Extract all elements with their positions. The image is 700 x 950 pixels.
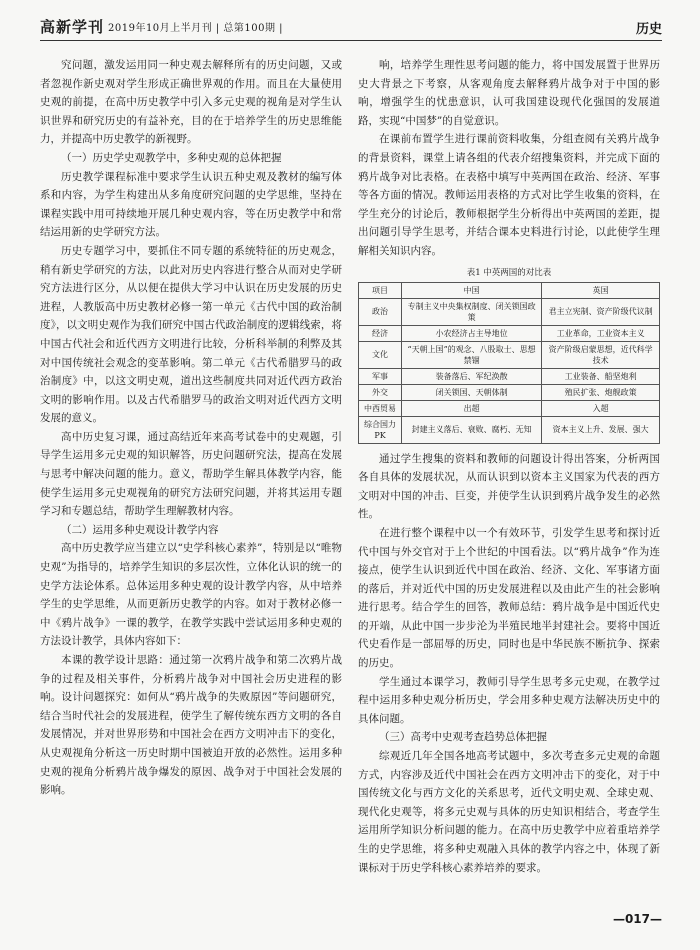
table-row-header: 经济 — [359, 325, 402, 341]
table-row — [359, 416, 660, 443]
table-cell: 资本主义上升、发展、强大 — [542, 416, 660, 443]
table-row — [359, 341, 660, 368]
table-cell: 殖民扩张、炮舰政策 — [542, 384, 660, 400]
paragraph: 在课前布置学生进行课前资料收集，分组查阅有关鸦片战争的背景资料，课堂上请各组的代表介绍搜集资料，并完成下面的鸦片战争对比表格。在表格中填写中英两国在政治、经济、军事等各方面的情况。教师运用表格的方式对比学生收集的资料，在学生充分的讨论后，教师根据学生分析得出中英两国的差距，提出问题引导学生思考，并结合课本史料进行讨论，以此使学生理解相关知识内容。 — [358, 133, 660, 257]
table-header-cell: 中国 — [402, 282, 542, 298]
table-header-cell: 英国 — [542, 282, 660, 298]
issue-info: 2019年10月上半月刊 | 总第100期 | — [108, 23, 284, 34]
paragraph: 学生通过本课学习，教师引导学生思考多元史观，在教学过程中运用多种史观分析历史，学会用多种史观方法解决历史中的具体问题。 — [358, 675, 660, 725]
table-row-header: 综合国力PK — [359, 416, 402, 443]
section-heading: （二）运用多种史观设计教学内容 — [61, 523, 219, 536]
paragraph: 高中历史教学应当建立以“史学科核心素养”，特别是以“唯物史观”为指导的，培养学生知识的多层次性，立体化认识的统一的史学方法论体系。总体运用多种史观的设计教学内容，从中培养学生的史学思维，从而更新历史教学的内容。如对于教材必修一中《鸦片战争》一课的教学，在教学实践中尝试运用多种史观的方法设计教学，具体内容如下： — [40, 542, 342, 648]
subject-label: 历史 — [635, 22, 662, 37]
right-column-bottom — [358, 450, 660, 878]
right-column — [358, 56, 660, 877]
table-cell: 工业装备、船坚炮利 — [542, 368, 660, 384]
table-header-row — [359, 282, 660, 298]
table-row — [359, 368, 660, 384]
paragraph: 在进行整个课程中以一个有效环节，引发学生思考和探讨近代中国与外交官对于上个世纪的中国看法。以“鸦片战争”作为连接点，使学生认识到近代中国在政治、经济、文化、军事诸方面的落后，并对近代中国的历史发展进程以及由此产生的社会影响进行思考。结合学生的回答，教师总结：鸦片战争是中国近代史的开端，从此中国一步步沦为半殖民地半封建社会。要将中国近代史看作是一部屈辱的历史，同时也是中华民族不断抗争、探索的历史。 — [358, 526, 660, 670]
table-row — [359, 384, 660, 400]
paragraph: 历史专题学习中，要抓住不同专题的系统特征的历史观念，稍有新史学研究的方法，以此对历史内容进行整合从而对史学研究方法进行区分，从以便在提供大学习中认识在历史发展的历史进程，人教版高中历史教材必修一第一单元《古代中国的政治制度》，以文明史观作为我们研究中国古代政治制度的逻辑线索，将中国古代社会和近代西方文明进行比较，分析科举制的利弊及其对中国传统社会观念的变革影响。第二单元《古代希腊罗马的政治制度》中，以这文明史观，道出这些制度共同对近代西方政治文明的影响作用。以及古代希腊罗马的政治文明对近代西方文明发展的意义。 — [40, 244, 342, 425]
table-cell: 君主立宪制、资产阶级代议制 — [542, 298, 660, 325]
table-row — [359, 400, 660, 416]
journal-logo: 高新学刊 — [40, 18, 105, 36]
paragraph: 响，培养学生理性思考问题的能力，将中国发展置于世界历史大背景之下考察，从客观角度去解释鸦片战争对于中国的影响，增强学生的忧患意识，认可我国建设现代化强国的发展道路，实现“中国梦”的自觉意识。 — [358, 59, 660, 127]
table-cell: 资产阶级启蒙思想，近代科学技术 — [542, 341, 660, 368]
table-cell: 小农经济占主导地位 — [402, 325, 542, 341]
section-heading: （三）高考中史观考查趋势总体把握 — [379, 731, 547, 744]
paragraph: 通过学生搜集的资料和教师的问题设计得出答案，分析两国各自具体的发展状况，从而认识到以资本主义国家为代表的西方文明对中国的冲击、巨变，并使学生认识到鸦片战争发生的必然性。 — [358, 452, 660, 521]
table-row-header: 文化 — [359, 341, 402, 368]
table-cell: 封建主义落后、衰败、腐朽、无知 — [402, 416, 542, 443]
comparison-table — [358, 282, 660, 444]
table-cell: 出超 — [402, 400, 542, 416]
table-cell: 专制主义中央集权制度、闭关锁国政策 — [402, 298, 542, 325]
table-cell: 闭关锁国、天朝体制 — [402, 384, 542, 400]
right-column-top — [358, 56, 660, 261]
paragraph: 究问题，激发运用同一种史观去解释所有的历史问题，又或者忽视作新史观对学生形成正确世界观的作用。而且在大量使用史观的前提，在高中历史教学中引入多元史观的视角是对学生认识世界和研究历史的有益补充，目的在于培养学生的历史思维能力，并提高中历史教学的新视野。 — [40, 59, 342, 146]
table-row — [359, 325, 660, 341]
paragraph: 高中历史复习课，通过高结近年来高考试卷中的史观题，引导学生运用多元史观的知识解答，历史问题研究法，提高在发展与思考中解决问题的能力。意义，帮助学生解具体教学内容，能使学生运用多元史观视角的研究方法研究问题，并将其运用专题学习和专题总结，帮助学生理解教材内容。 — [40, 430, 342, 518]
table-cell: “天朝上国”的观念、八股取士、思想禁锢 — [402, 341, 542, 368]
header-rule — [40, 40, 662, 41]
left-column — [40, 56, 342, 800]
table-row-header: 军事 — [359, 368, 402, 384]
table-cell: 入超 — [542, 400, 660, 416]
table-cell: 装备落后、军纪涣散 — [402, 368, 542, 384]
paragraph: 综观近几年全国各地高考试题中，多次考查多元史观的命题方式，内容涉及近代中国社会在西方文明冲击下的变化，对于中国传统文化与西方文化的关系思考，近代文明史观、全球史观、现代化史观等，将多元史观与具体的历史知识相结合，考查学生运用所学知识分析问题的能力。在高中历史教学中应着重培养学生的史学思维，将多种史观融入具体的教学内容之中，体现了新课标对于历史学科核心素养培养的要求。 — [358, 750, 660, 874]
table-cell: 工业革命，工业资本主义 — [542, 325, 660, 341]
table-row-header: 中西贸易 — [359, 400, 402, 416]
table-title: 表1 中英两国的对比表 — [466, 267, 552, 278]
table-row-header: 政治 — [359, 298, 402, 325]
section-heading: （一）历史学史观教学中，多种史观的总体把握 — [61, 151, 282, 164]
page-number: —017— — [612, 912, 662, 926]
paragraph: 历史教学课程标准中要求学生认识五种史观及教材的编写体系和内容，为学生构建出从多角度研究问题的史学思维，坚持在课程实践中用可持续地开展几种史观内容，等在历史教学中和常结运用新的史学研究方法。 — [40, 170, 342, 239]
table-row — [359, 298, 660, 325]
paragraph: 本课的教学设计思路：通过第一次鸦片战争和第二次鸦片战争的过程及相关事件，分析鸦片战争对中国社会历史进程的影响。设计问题探究：如何从“鸦片战争的失败原因”等问题研究，结合当时代社会的发展进程，使学生了解传统东西方文明的各自发展情况，并对世界形势和中国社会在西方文明冲击下的变化，从史观视角分析这一历史时期中国被迫开放的必然性。运用多种史观的视角分析鸦片战争爆发的原因、战争对于中国社会发展的影响。 — [40, 654, 342, 797]
page-header — [40, 6, 662, 48]
table-header-cell: 项目 — [359, 282, 402, 298]
table-row-header: 外交 — [359, 384, 402, 400]
